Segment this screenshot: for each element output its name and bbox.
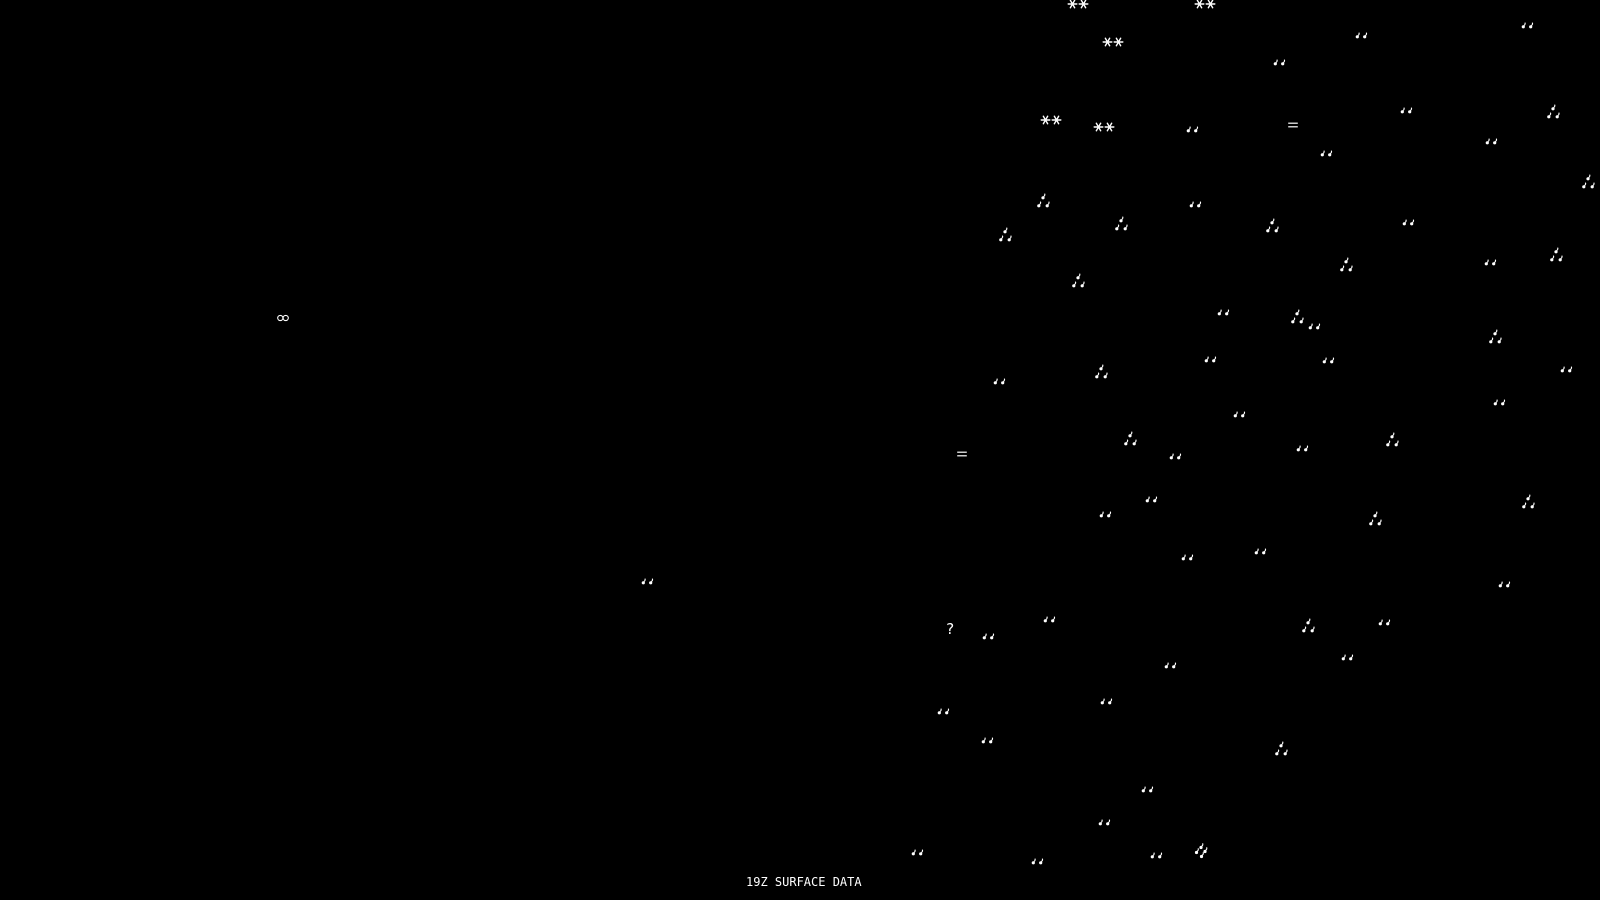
symbol-light-drizzle: [1347, 26, 1375, 46]
symbol-moderate-drizzle: [1332, 256, 1360, 276]
symbol-light-drizzle: [1392, 101, 1420, 121]
symbol-light-drizzle: [903, 843, 931, 863]
symbol-light-drizzle: [1490, 575, 1518, 595]
symbol-light-drizzle: [1209, 303, 1237, 323]
symbol-light-drizzle: [633, 572, 661, 592]
symbol-light-drizzle: [1035, 610, 1063, 630]
symbol-moderate-drizzle: [1361, 510, 1389, 530]
symbol-light-drizzle: [1173, 548, 1201, 568]
symbol-moderate-drizzle: [1378, 431, 1406, 451]
symbol-light-drizzle: [973, 731, 1001, 751]
symbol-moderate-drizzle: [1294, 617, 1322, 637]
symbol-light-drizzle: [1196, 350, 1224, 370]
symbol-moderate-drizzle: [1029, 192, 1057, 212]
symbol-light-drizzle: [1312, 144, 1340, 164]
symbol-moderate-drizzle: [1116, 430, 1144, 450]
symbol-light-drizzle: [1300, 317, 1328, 337]
symbol-moderate-drizzle: [1481, 328, 1509, 348]
symbol-light-drizzle: [1485, 393, 1513, 413]
symbol-missing: [936, 619, 964, 639]
symbol-light-drizzle: [1023, 852, 1051, 872]
symbol-fog: [948, 444, 976, 464]
symbol-light-drizzle: [1181, 195, 1209, 215]
symbol-light-drizzle: [929, 702, 957, 722]
symbol-light-drizzle: [1137, 490, 1165, 510]
symbol-light-snow: [1090, 117, 1118, 137]
symbol-light-drizzle: [1394, 213, 1422, 233]
symbol-moderate-drizzle: [991, 226, 1019, 246]
symbol-heavy-drizzle: [1187, 842, 1215, 862]
svg-text:?: ?: [945, 620, 955, 638]
symbol-light-drizzle: [1246, 542, 1274, 562]
symbol-moderate-drizzle: [1514, 493, 1542, 513]
symbol-light-drizzle: [1288, 439, 1316, 459]
symbol-light-snow: [1037, 110, 1065, 130]
symbol-light-snow: [1099, 32, 1127, 52]
symbol-light-drizzle: [1156, 656, 1184, 676]
symbol-light-drizzle: [1477, 132, 1505, 152]
symbol-moderate-drizzle: [1574, 173, 1600, 193]
data-time-label: 19Z SURFACE DATA: [746, 875, 862, 889]
symbol-haze: [269, 308, 297, 328]
symbol-moderate-drizzle: [1258, 217, 1286, 237]
symbol-moderate-drizzle: [1267, 740, 1295, 760]
symbol-light-drizzle: [1178, 120, 1206, 140]
symbol-light-drizzle: [1333, 648, 1361, 668]
symbol-light-drizzle: [1513, 16, 1541, 36]
symbol-moderate-drizzle: [1539, 103, 1567, 123]
symbol-moderate-drizzle: [1542, 246, 1570, 266]
symbol-light-drizzle: [1090, 813, 1118, 833]
symbol-light-drizzle: [1476, 253, 1504, 273]
symbol-moderate-drizzle: [1107, 215, 1135, 235]
symbol-light-drizzle: [1370, 613, 1398, 633]
symbol-light-snow: [1064, 0, 1092, 14]
symbol-light-drizzle: [1142, 846, 1170, 866]
symbol-light-drizzle: [1265, 53, 1293, 73]
symbol-light-drizzle: [1552, 360, 1580, 380]
symbol-light-drizzle: [1133, 780, 1161, 800]
symbol-light-drizzle: [1314, 351, 1342, 371]
symbol-fog: [1279, 115, 1307, 135]
symbol-light-snow: [1191, 0, 1219, 14]
symbol-moderate-drizzle: [1064, 272, 1092, 292]
symbol-light-drizzle: [1091, 505, 1119, 525]
symbol-light-drizzle: [974, 627, 1002, 647]
symbol-light-drizzle: [1161, 447, 1189, 467]
symbol-light-drizzle: [1092, 692, 1120, 712]
symbol-moderate-drizzle: [1087, 363, 1115, 383]
symbol-light-drizzle: [985, 372, 1013, 392]
symbol-light-drizzle: [1225, 405, 1253, 425]
